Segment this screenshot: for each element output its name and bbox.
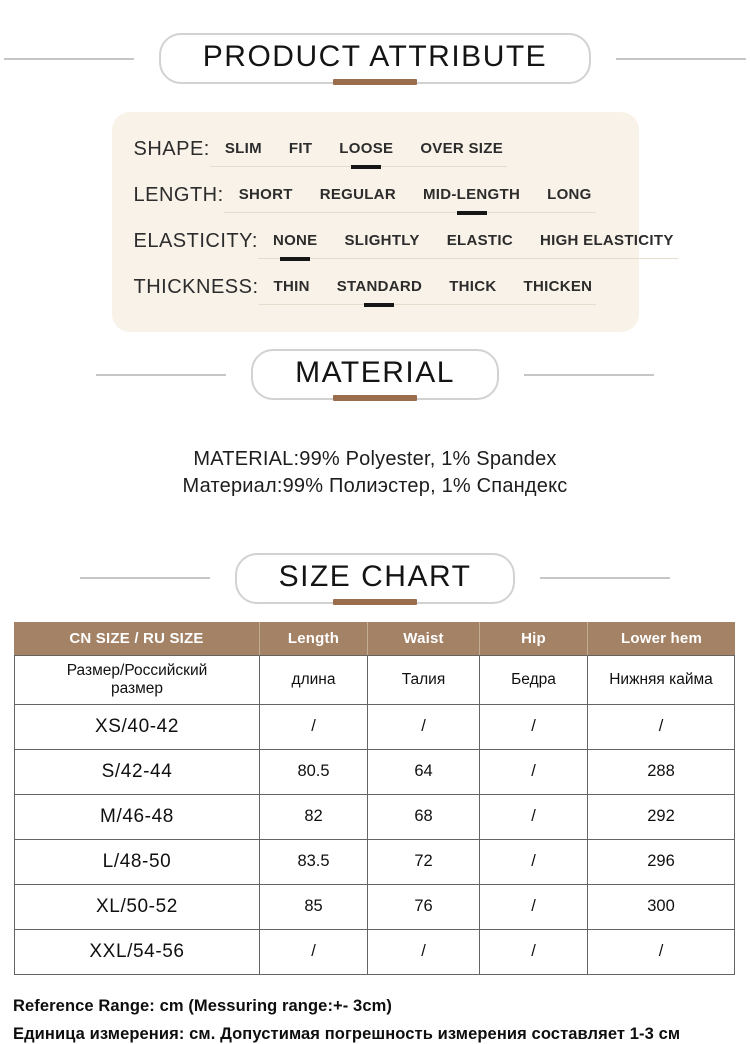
option-over-size: OVER SIZE [420,140,504,157]
shape-label: SHAPE: [133,138,210,160]
product-info-page [0,33,750,1044]
waist-cell: 72 [368,840,480,885]
size-cell: XL/50-52 [14,885,260,930]
header-cn-ru-size: CN SIZE / RU SIZE [14,622,260,655]
size-cell: XXL/54-56 [14,930,260,975]
size-cell: S/42-44 [14,750,260,795]
size-chart-table [14,622,735,975]
waist-cell: 76 [368,885,480,930]
header-lower-hem: Lower hem [588,622,735,655]
section-header-size-chart [0,553,750,604]
option-elastic: ELASTIC [446,232,513,249]
option-long: LONG [547,186,592,203]
table-row-l [14,840,735,885]
length-cell: 80.5 [260,750,368,795]
waist-cell: 68 [368,795,480,840]
note-reference-range-en: Reference Range: cm (Messuring range:+- 3cm) [13,996,392,1015]
thickness-label: THICKNESS: [133,276,259,298]
product-attribute-title: PRODUCT ATTRIBUTE [202,40,548,73]
lower-hem-cell: / [588,705,735,750]
material-line-ru: Материал:99% Полиэстер, 1% Спандекс [182,475,568,498]
material-line-en: MATERIAL:99% Polyester, 1% Spandex [193,448,557,470]
elasticity-label: ELASTICITY: [133,230,258,252]
divider-line-right [540,577,670,579]
divider-line-left [80,577,210,579]
length-cell: / [260,930,368,975]
waist-cell: / [368,930,480,975]
size-cell: M/46-48 [14,795,260,840]
elasticity-options [258,230,678,259]
accent-bar [333,79,417,85]
header-length: Length [260,622,368,655]
subheader-length-ru: длина [260,655,368,705]
note-reference-range-ru: Единица измерения: см. Допустимая погрешность измерения составляет 1-3 см [13,1024,681,1043]
material-composition [0,446,750,501]
section-header-material [0,349,750,400]
section-header-product-attribute [0,33,750,84]
subheader-lower-hem-ru: Нижняя кайма [588,655,735,705]
length-cell: 83.5 [260,840,368,885]
material-title: MATERIAL [295,356,455,389]
subheader-size-ru: Размер/Российский размер [14,655,260,705]
header-waist: Waist [368,622,480,655]
hip-cell: / [480,840,588,885]
size-cell: XS/40-42 [14,705,260,750]
option-fit: FIT [288,140,313,157]
lower-hem-cell: 300 [588,885,735,930]
length-options [224,184,596,213]
option-none-selected: NONE [272,232,318,249]
length-cell: 82 [260,795,368,840]
attribute-panel [112,112,674,332]
table-subheader-row [14,655,735,705]
table-row-xs [14,705,735,750]
hip-cell: / [480,885,588,930]
lower-hem-cell: 288 [588,750,735,795]
table-row-xxl [14,930,735,975]
lower-hem-cell: 296 [588,840,735,885]
hip-cell: / [480,795,588,840]
option-thick: THICK [449,278,497,295]
subheader-waist-ru: Талия [368,655,480,705]
lower-hem-cell: / [588,930,735,975]
hip-cell: / [480,705,588,750]
option-thicken: THICKEN [523,278,593,295]
hip-cell: / [480,750,588,795]
attribute-row-shape [134,138,615,167]
option-slightly: SLIGHTLY [344,232,420,249]
table-row-m [14,795,735,840]
option-slim: SLIM [224,140,262,157]
table-row-xl [14,885,735,930]
attribute-row-length [134,184,615,213]
hip-cell: / [480,930,588,975]
attribute-row-thickness [134,276,615,305]
length-cell: 85 [260,885,368,930]
table-row-s [14,750,735,795]
size-chart-title: SIZE CHART [278,559,472,593]
divider-line-right [524,374,654,376]
product-attribute-title-pill [159,33,591,84]
option-mid-length-selected: MID-LENGTH [422,186,521,203]
divider-line-left [4,58,134,60]
option-short: SHORT [238,186,293,203]
divider-line-left [96,374,226,376]
waist-cell: 64 [368,750,480,795]
length-cell: / [260,705,368,750]
option-thin: THIN [273,278,310,295]
lower-hem-cell: 292 [588,795,735,840]
header-hip: Hip [480,622,588,655]
material-title-pill [251,349,499,400]
subheader-hip-ru: Бедра [480,655,588,705]
accent-bar [333,395,417,401]
option-standard-selected: STANDARD [336,278,423,295]
size-chart-title-pill [235,553,516,604]
shape-options [210,138,507,167]
waist-cell: / [368,705,480,750]
divider-line-right [616,58,746,60]
attribute-row-elasticity [133,230,674,259]
size-cell: L/48-50 [14,840,260,885]
option-loose-selected: LOOSE [339,140,394,157]
length-label: LENGTH: [133,184,224,206]
measurement-notes [13,997,750,1044]
table-header-row [14,622,735,655]
option-regular: REGULAR [319,186,396,203]
option-high-elasticity: HIGH ELASTICITY [539,232,674,249]
accent-bar [333,599,417,605]
thickness-options [259,276,597,305]
